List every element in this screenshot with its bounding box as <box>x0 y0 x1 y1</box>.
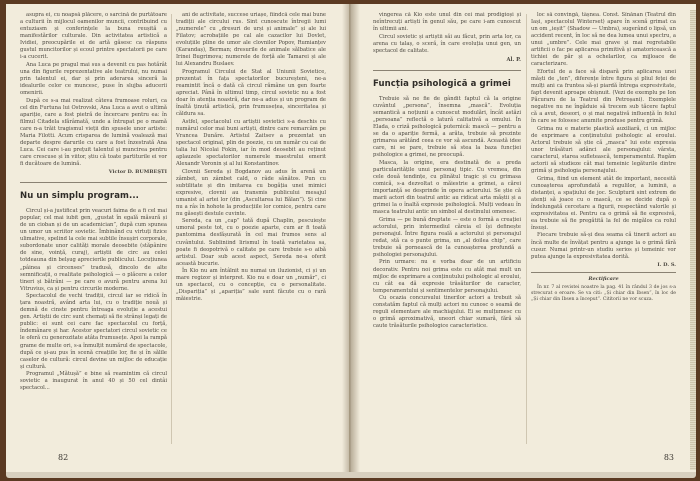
paragraph: Grima — pe bună dreptate — este o formă a creației actorului, prin intermediul căreia el își definește personajul. Între figura reală a actorului și personajul redat, stă ca o punte grima, un „al doilea chip”, care trebuie să pornească de la cunoașterea profundă a psihologiei personajului. <box>373 216 521 258</box>
errata-title: Rectificare <box>588 275 619 282</box>
paragraph: Spectacolul de vechi tradiții, circul iar se ridică în țara noastră, având arta lui, cu o tradiție nouă și demnă de cinste pentru întreaga evoluție a acestui gen. Artiștii de circ sunt chemați să fie strânși legați de public: ei sunt cei care fac spectacolul cu forță, îndemânare și har. Acestor spectatori circul sovietic ce le oferă cu generozitate atâta frumusețe. Apoi la rampă grame de multe ori, s-a înmulțit numărul de spectacole, după ce și-au pus în scenă creațiile lor, fie și în sălile caselor de cultură: circul devine un mijloc de educație și cultură. <box>20 293 167 370</box>
author-signature: I. D. S. <box>657 261 676 268</box>
paragraph: Efortul de a face să dispară prin aplicarea unei măști de „ten”, diferențe între figura și pliul feței de mulți ani ca fruntea să-și piardă întrega expresivitate, fapt devenit aproape obișnuit. (Vezi de exemplu pe Ion Păcuraru de la Teatrul din Petroșani). Exemplele negative nu ne îngăduie să trecem sub tăcere faptul că a avut, deseori, o și mai negativă influență în felul în care se folosesc anumite produse pentru grimă. <box>531 68 676 125</box>
paragraph: Prin urmare: nu e vorba doar de un artificiu decorativ. Pentru noi grima este cu atât mai mult un mijloc de exprimare a conținutului psihologic al eroului, cu cât ea dă expresie trăsăturilor de caracter, temperamentului și sentimentelor personajului. <box>373 259 521 294</box>
paragraph: Astfel, spectacolul cu artiștii sovietici s-a deschis cu numărul celor mai buni artiști, dintre care remarcăm pe Vrancea Dunăre. Artistul Zaitsev a prezentat un spectacol original, plin de poezie, cu un număr cu cai de talia lui Nicolai Fokin, iar în mod deosebit au reținut aplauzele spectatorilor numerele maestrului emerit Alexandr Voronin și al lui Konstantinov. <box>176 118 326 167</box>
article-headline: Nu un simplu program... <box>20 191 139 202</box>
paragraph: asupra ei, cu noapsă plăcere, o sarcină de purtătoare a culturii în mijlocul oamenilor muncii, contribuind cu entuziasm și conferințele la buna reușită a manifestărilor culturale. Din activitatea artistică a Ividiei, preocupările ei de artă găsesc ca răspuns gustul muncitorilor și ecoul printre spectatorii pe care i-a cucerit. <box>20 12 167 61</box>
paragraph: Masca, la origine, era destinată de a preda particularitățile unui personaj tipic. Cu vremea, din cele două tendințe, cu plinătul tragic și cu grimasa comică, s-a dezvoltat o măiestrie a grimei, a cărei importanță se desprinde în opera actorului. Se știe că marii actori din teatrul antic au ridicat arta măștii și a grimei la o înaltă expresie psihologică. Mulți vedeau în masca teatrului antic un simbol al destinului omenesc. <box>373 159 521 216</box>
paragraph: Cu ocazia concursului tinerilor actori a trebuit să constatăm faptul că mulți actori nu cunosc o seamă de reguli elementare ale machiajului. Ei se mulțumesc cu o grimă aproximativă, uneori chiar sumară, fără să caute trăsăturile psihologice caracteristice. <box>373 295 521 330</box>
column-divider <box>171 14 172 444</box>
paragraph: În Kio nu am întâlnit nu numai un iluzionist, ci și un mare regizor și interpret. Kio nu e doar un „număr”, ci un spectacol, cu o concepție, cu o personalitate. „Dispariția” și „apariția” sale sunt făcute cu o rară măiestrie. <box>176 268 326 303</box>
paragraph: loc să convingă, tâșnea. Const. Sînănan (Teatrul din Iași, spectacolul Winterset) apare în scenă grimat ca un om „ieșit” (Shadow — Umbra), sugerând o lipsă, un accident recent, în loc să ne dea lumea unui spectru, a unui „umbre”. Cele mai grave și mai regretabile artificii o fac pe aplicarea primitivă și amatoricească a tichiei de păr și a ochelarilor, ca mijloace de caracterizare. <box>531 12 676 68</box>
article-headline: Funcția psihologică a grimei <box>373 78 511 89</box>
right-page <box>351 4 696 472</box>
column-divider <box>526 14 527 444</box>
paragraph: Grima nu e materie plastică auxiliară, ci un mijloc de exprimare a conținutului psihologic al eroului. Actorul trebuie să știe că „masca” lui este expresia unor trăsături adânci ale personajului: vârsta, caracterul, starea sufletească, temperamentul. Rugăm actorii să studieze cât mai temeinic legăturile dintre grimă și psihologia personajului. <box>531 125 676 175</box>
paragraph: După ce s-a mai realizat câteva frumoase roluri, ca cel din Furtuna lui Ostrovski, Ana Luca a avut o ultimă apariție, care a fost pietră de încercare pentru ea: în filmul Citadela sfărâmată, unde a întrupat pe o mamă care n-a trăit tragismul vieții din spusele unor artiste: Maria Filotti. Acum crisparea de lumină voalează mai departe despre darurile cu care a fost înzestrată Ana Luca. Cei care i-au prețuit talentul și muncirea pentru care crescuse și în viitor, știu că toate partiturile ei vor fi ducătoare de lumină. <box>20 97 167 167</box>
paragraph: Circul sovietic și artiștii săi au făcut, prin arta lor, ca arena cu talaș, o sceră, în care evoluția unui gen, un spectacol de calitate. <box>373 33 521 54</box>
paragraph: Programul „Mătușă” e bine să reamintim că circul sovietic a inaugurat în anul 40 și 50 cel dintâi spectacol... <box>20 371 167 392</box>
author-signature: Al. P. <box>506 56 521 63</box>
paragraph: vingerea că Kio este unul din cei mai prodigioși și neîntrecuți artiști în genul său, pe care i-am cunoscut în ultimii ani. <box>373 12 521 33</box>
section-divider <box>373 70 521 71</box>
section-divider <box>20 182 167 183</box>
paragraph: Fiecare trebuie să-și dea seama că tinerii actori au încă multe de învățat pentru a ajunge la o grimă fără cusur. Numai printr-un studiu serios și temeinic vor putea ajunge la expresivitatea dorită. <box>531 232 676 260</box>
section-divider <box>531 272 676 273</box>
signature-row <box>373 57 521 64</box>
paragraph: Grima, fiind un element atât de important, necesită cunoașterea aprofundată a regulilor, a luminii, a distanței, a spațiului de joc. Sculpturii sint extrem de atenți să joace cu o mască, ce se decide după o îndelungată cercetare a figurii, respectând valorile și expresivitatea ei. Pentru ca o grimă să fie expresivă, ea trebuie să fie pregătită la fel de migălos ca rolul însuși. <box>531 175 676 231</box>
paragraph: Circul și-a justificat prin veacuri faima de a fi cel mai popular, cel mai iubit gen, „gustat în egală măsură și de un cioban și de un academician”, după cum spunea un umor un scriitor sovietic. Îmbinând cu virtuți fizice ulimative, spelind la cele mai subtile însușiri corporale, subordonate unor calități morale deosebite (stăpânire de sine, voință, curaj), artiștii de circ au celei totdeauna din belșug aprecierile publicului. Locuțiunea „pâinea și circenses” tradusă, dincolo de alte semnificații, o realitate psihologică — o plăcere a celor tineri și bătrâni — pe care o avură pentru arena lui Vitruvius, ca și pentru circurile moderne. <box>20 208 167 292</box>
page-number: 82 <box>58 453 69 462</box>
author-signature: Victor D. BUMBEȘTI <box>108 169 167 176</box>
left-page <box>6 4 350 472</box>
paragraph: Ana Luca pe pragul mai sus a devenit cu pas hotărât una din figurile reprezentative ale teatrului, nu numai prin talentul ei, dar și prin aderarea sinceră la idealurile celor ce muncesc, puse în slujba aducerii omenirii. <box>20 61 167 97</box>
errata-text: În nr. 7 al revistei noastre la pag. 41 în rândul 3 de jos s-a strecurat o eroare. Se va citi: „Și chiar din Ibsen”, în loc de „Și chiar din Ibsen a început”. Cititorii ne vor scuza. <box>531 284 676 302</box>
left-column-1 <box>20 12 167 452</box>
paragraph: Sereda, ca un „cap” tată după Chaplin, pescuiește umoral peste tot, cu o poezie aparte, cum ar fi toată pantomima desfășurată în cel mai frumos sens al cuvântului. Subliniind lirismul în toată varietatea sa, poate fi deopotrivă o calitate pe care trebuie s-o aibă artistul. Doar sub acest aspect, Sereda ne-a oferit această bucurie. <box>176 218 326 267</box>
paragraph: Trebuie să ne fie de gândit faptul că la origine cuvântul „persona”, însemna „mască”. Evoluția semantică a noțiunii a cunoscut modulări, încât astăzi „persoana” reflectă o latură calitativă a omului. În Elada, o criză psihologică puternică: mască — pentru a se da o apariție fermă, a arăta, trebuie să prezinte grimarea arătând ceea ce vor să ascundă. Această idee care, ni se pare, trebuie să stea la baza funcției psihologice a grimei, ne preocupă. <box>373 95 521 159</box>
open-magazine <box>6 4 696 478</box>
page-number: 83 <box>663 453 674 462</box>
paragraph: ani de activitate, succese uriașe, fiindcă cele mai bune tradiții ale circului rus. Sint cunoscute întregii lumi „numerele” cu „dresuri de urși și animale” și ale lui Filatov; acrobațiile pe cal ale cazacilor lui Dovlet, evoluțiile pline de umor ale clovnilor Popov, Rumianțev (Karandaș), Berman; dresurile de animale sălbatice ale Irinei Bugrimova; numerele de forță ale Tamarei și ale lui Alexandru Buslaev. <box>176 12 326 68</box>
paragraph: Clovnii Sereda și Bogdanov au adus în arenă un zâmbet, un zâmbet cald, o râde sănătos. Pun cu subtilitate și din imitarea cu bogăția unei mimici expresive, clovnii au transmis publicului mesajul umanist al artei lor (din „Ascultarea lui Bălan”). Și cine nu a râs în hohote la producțiile lor comice, pentru care nu găsești destule cuvinte. <box>176 168 326 217</box>
left-column-2 <box>176 12 326 452</box>
right-column-2 <box>531 12 676 452</box>
page-edge <box>690 10 696 470</box>
right-column-1 <box>373 12 521 452</box>
paragraph: Programul Circului de Stat al Uniunii Sovietice, prezentat în fața spectatorilor bucureșteni, ne-a reamintit încă o dată că circul rămâne un gen foarte apreciat. Până în ultimul timp, circul sovietic nu a fost doar în atenția noastră, dar ne-a adus și un program de înaltă ținută artistică, prin frumusețea, sinceritatea și căldura sa. <box>176 68 326 118</box>
